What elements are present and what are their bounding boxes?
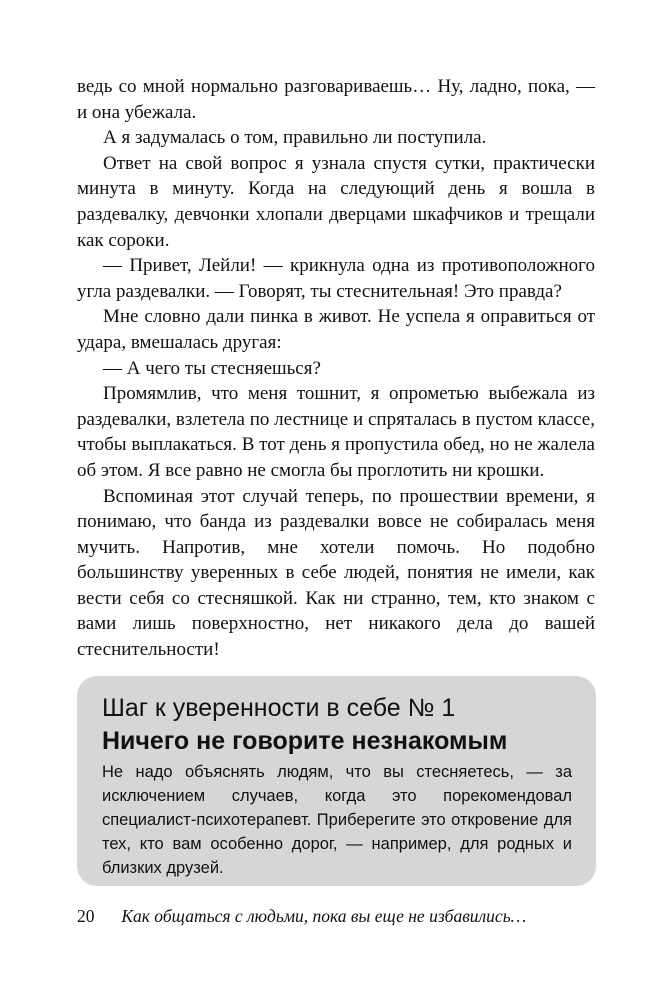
main-text xyxy=(77,74,595,663)
callout-title: Шаг к уверенности в себе № 1 xyxy=(102,694,456,722)
paragraph-6: — А чего ты стесняешься? xyxy=(103,357,321,379)
callout-subtitle: Ничего не говорите незнакомым xyxy=(102,727,508,755)
page-number: 20 xyxy=(77,906,95,926)
tip-callout-box xyxy=(77,676,596,886)
paragraph-7: Промямлив, что меня тошнит, я опрометью выбежала из раздевалки, взлетела по лестнице и спряталась в пустом классе, чтобы выплакаться. В тот день я пропустила обед, но не жалела об этом. Я все равно не смогла бы проглотить ни крошки. xyxy=(77,383,595,481)
paragraph-1: ведь со мной нормально разговариваешь… Ну, ладно, пока, — и она убежала. xyxy=(77,76,595,123)
paragraph-2: А я задумалась о том, правильно ли поступила. xyxy=(103,127,487,149)
running-title: Как общаться с людьми, пока вы еще не избавились… xyxy=(121,906,527,926)
paragraph-3: Ответ на свой вопрос я узнала спустя сутки, практически минута в минуту. Когда на следующий день я вошла в раздевалку, девчонки хлопали дверцами шкафчиков и трещали как сороки. xyxy=(77,152,595,251)
paragraph-8: Вспоминая этот случай теперь, по прошествии времени, я понимаю, что банда из раздевалки вовсе не собиралась меня мучить. Напротив, мне хотели помочь. Но подобно большинству уверенных в себе людей, понятия не имели, как вести себя со стесняшкой. Как ни странно, тем, кто знаком с вами лишь поверхностно, нет никакого дела до вашей стеснительности! xyxy=(77,485,595,661)
callout-body: Не надо объяснять людям, что вы стесняетесь, — за исключением случаев, когда это порекомендовал специалист-психотерапевт. Приберегите это откровение для тех, кто вам особенно дорог, — например, для родных и близких друзей. xyxy=(102,763,572,877)
paragraph-5: Мне словно дали пинка в живот. Не успела я оправиться от удара, вмешалась другая: xyxy=(77,306,595,353)
paragraph-4: — Привет, Лейли! — крикнула одна из противоположного угла раздевалки. — Говорят, ты стеснительная! Это правда? xyxy=(77,255,595,302)
page-footer xyxy=(77,906,597,927)
